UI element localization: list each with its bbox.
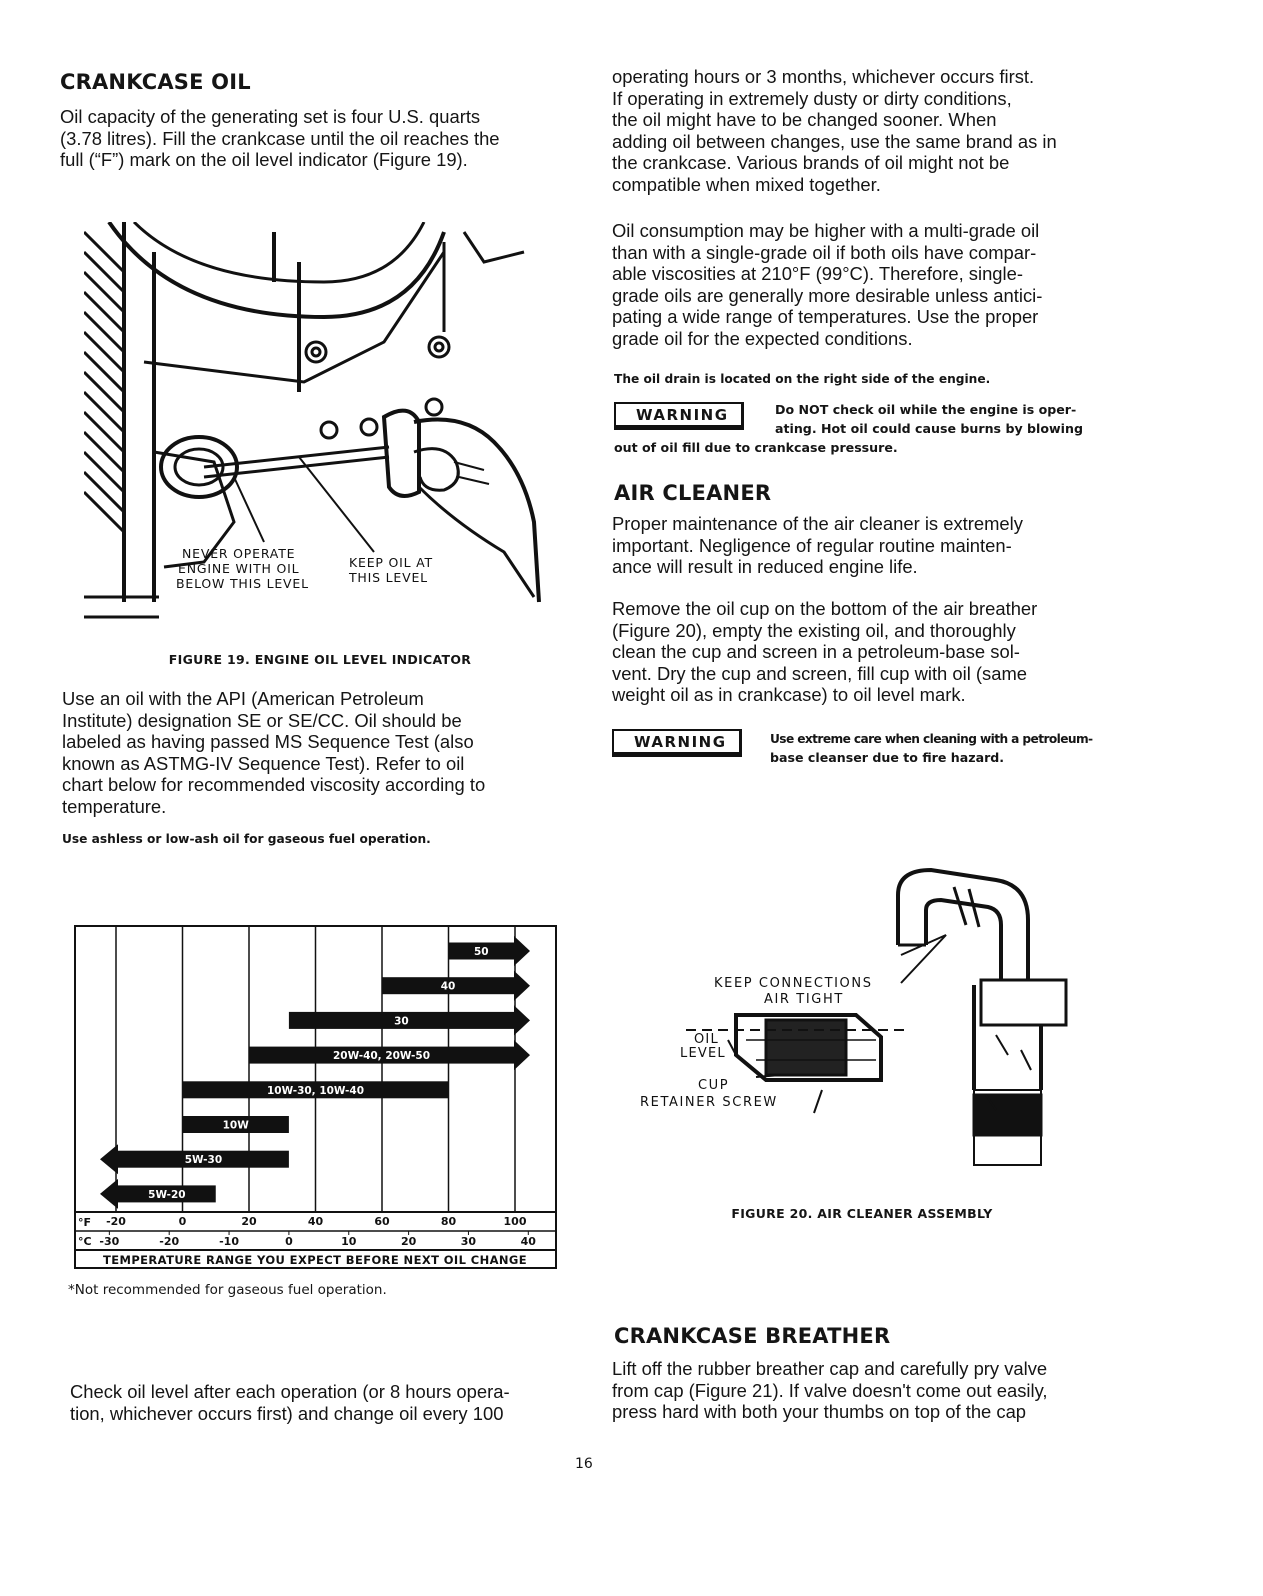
chart-grid [116, 927, 515, 1212]
page-number: 16 [575, 1456, 593, 1472]
text-line: important. Negligence of regular routine mainten- [612, 534, 1012, 556]
text-line: Proper maintenance of the air cleaner is extremely [612, 513, 1023, 534]
f-tick-label: 0 [178, 1215, 187, 1228]
figure19-keep-label-2: THIS LEVEL [349, 570, 428, 585]
chart-bar-label: 10W-30, 10W-40 [266, 1084, 365, 1097]
text-line: Lift off the rubber breather cap and carefully pry valve [612, 1358, 1048, 1379]
chart-bar-arrow-right [514, 1005, 530, 1035]
c-tick-label: 0 [285, 1235, 293, 1248]
text-line: grade oil for the expected conditions. [612, 327, 913, 349]
text-line: operating hours or 3 months, whichever occurs first. [612, 66, 1035, 87]
text-line: clean the cup and screen in a petroleum-base sol- [612, 641, 1020, 663]
text-line: the crankcase. Various brands of oil might not be [612, 152, 1010, 174]
chart-bar-arrow-right [514, 971, 530, 1001]
chart-bar-label: 40 [440, 980, 456, 993]
text-line: tion, whichever occurs first) and change oil every 100 [70, 1402, 504, 1424]
oil-change-paragraph [612, 66, 1122, 196]
chart-bar-label: 20W-40, 20W-50 [332, 1050, 431, 1063]
f-unit-label: °F [78, 1216, 92, 1229]
f-tick-label: 100 [503, 1215, 527, 1228]
crankcase-breather-heading: CRANKCASE BREATHER [614, 1324, 891, 1348]
text-line: If operating in extremely dusty or dirty conditions, [612, 87, 1012, 109]
crankcase-breather-paragraph [612, 1358, 1122, 1423]
chart-bar-arrow-left [100, 1144, 118, 1174]
text-line: Remove the oil cup on the bottom of the air breather [612, 598, 1038, 619]
text-line: Oil consumption may be higher with a multi-grade oil [612, 220, 1040, 241]
text-line: Oil capacity of the generating set is four U.S. quarts [60, 106, 481, 127]
text-line: Use an oil with the API (American Petroleum [62, 688, 424, 709]
chart-bar-label: 10W [222, 1119, 249, 1132]
figure19-never-label-2: ENGINE WITH OIL [178, 561, 300, 576]
text-line: able viscosities at 210°F (99°C). Therefore, single- [612, 263, 1023, 285]
figure19-never-label-1: NEVER OPERATE [182, 546, 296, 561]
chart-xlabel: TEMPERATURE RANGE YOU EXPECT BEFORE NEXT OIL CHANGE [102, 1253, 528, 1267]
figure20-oil-label-1: OIL [694, 1032, 719, 1047]
crankcase-oil-heading: CRANKCASE OIL [60, 70, 251, 94]
figure19-caption: FIGURE 19. ENGINE OIL LEVEL INDICATOR [168, 652, 472, 667]
figure20-oil-label-2: LEVEL [680, 1046, 726, 1061]
warning-badge: WARNING [614, 402, 744, 430]
text-line: than with a single-grade oil if both oils have compar- [612, 241, 1037, 263]
figure20-keep-label-1: KEEP CONNECTIONS [714, 976, 873, 991]
gaseous-footnote: *Not recommended for gaseous fuel operation. [68, 1282, 387, 1298]
figure20-screw-label: RETAINER SCREW [640, 1095, 778, 1110]
text-line: temperature. [62, 795, 167, 817]
warning2-line2: base cleanser due to fire hazard. [770, 750, 1005, 765]
text-line: pating a wide range of temperatures. Use the proper [612, 306, 1039, 328]
figure19-never-label-3: BELOW THIS LEVEL [176, 576, 309, 591]
text-line: full (“F”) mark on the oil level indicator (Figure 19). [60, 149, 468, 171]
c-tick-label: -30 [99, 1235, 120, 1248]
oil-viscosity-chart [74, 925, 558, 1270]
figure20-cup-label: CUP [698, 1078, 730, 1093]
text-line: from cap (Figure 21). If valve doesn't come out easily, [612, 1379, 1048, 1401]
chart-bar-arrow-right [514, 936, 530, 966]
text-line: known as ASTMG-IV Sequence Test). Refer to oil [62, 752, 465, 774]
f-tick-label: 20 [241, 1215, 257, 1228]
c-tick-label: -10 [219, 1235, 239, 1248]
warning-badge: WARNING [612, 729, 742, 757]
chart-bar-arrow-left [100, 1179, 118, 1209]
air-cleaner-paragraph-2 [612, 598, 1122, 706]
text-line: (Figure 20), empty the existing oil, and thoroughly [612, 619, 1016, 641]
figure20-caption: FIGURE 20. AIR CLEANER ASSEMBLY [731, 1206, 993, 1221]
text-line: compatible when mixed together. [612, 173, 881, 195]
warning2-line1: Use extreme care when cleaning with a petroleum- [770, 732, 1093, 746]
text-line: chart below for recommended viscosity according to [62, 774, 486, 796]
text-line: weight oil as in crankcase) to oil level mark. [612, 684, 966, 706]
chart-bar-label: 5W-20 [148, 1188, 186, 1201]
f-tick-label: 60 [374, 1215, 390, 1228]
text-line: labeled as having passed MS Sequence Test (also [62, 731, 474, 753]
oil-level-indicator-illustration [84, 222, 544, 627]
text-line: Institute) designation SE or SE/CC. Oil should be [62, 709, 462, 731]
air-cleaner-heading: AIR CLEANER [614, 481, 772, 505]
check-oil-paragraph [70, 1381, 570, 1424]
text-line: ance will result in reduced engine life. [612, 556, 918, 578]
c-tick-label: 10 [341, 1235, 357, 1248]
text-line: the oil might have to be changed sooner. When [612, 109, 997, 131]
air-cleaner-paragraph-1 [612, 513, 1122, 578]
f-tick-label: -20 [106, 1215, 126, 1228]
text-line: Check oil level after each operation (or 8 hours opera- [70, 1381, 510, 1402]
figure19-keep-label-1: KEEP OIL AT [349, 555, 433, 570]
figure20-keep-label-2: AIR TIGHT [764, 992, 844, 1007]
chart-bar-label: 30 [394, 1015, 409, 1028]
c-tick-label: 30 [460, 1235, 477, 1248]
c-tick-label: 40 [520, 1235, 536, 1248]
c-tick-label: 20 [400, 1235, 417, 1248]
text-line: press hard with both your thumbs on top of the cap [612, 1401, 1027, 1423]
oil-drain-note: The oil drain is located on the right side of the engine. [614, 372, 991, 386]
warning1-line2: ating. Hot oil could cause burns by blowing [775, 421, 1083, 436]
air-cleaner-assembly-illustration [636, 865, 1076, 1170]
text-line: (3.78 litres). Fill the crankcase until the oil reaches the [60, 127, 500, 149]
text-line: grade oils are generally more desirable unless antici- [612, 284, 1043, 306]
chart-bar-label: 5W-30 [184, 1154, 223, 1167]
c-tick-label: -20 [159, 1235, 180, 1248]
api-paragraph [62, 688, 562, 818]
text-line: adding oil between changes, use the same brand as in [612, 130, 1057, 152]
oil-consumption-paragraph [612, 220, 1122, 350]
text-line: vent. Dry the cup and screen, fill cup with oil (same [612, 662, 1027, 684]
crankcase-oil-intro [60, 106, 560, 171]
c-unit-label: °C [78, 1235, 92, 1248]
chart-bar-label: 50 [473, 946, 489, 958]
f-tick-label: 80 [440, 1215, 457, 1228]
warning1-line1: Do NOT check oil while the engine is oper- [775, 402, 1077, 417]
chart-bar-arrow-right [514, 1040, 530, 1070]
ashless-note: Use ashless or low-ash oil for gaseous fuel operation. [62, 832, 431, 846]
warning1-line3: out of oil fill due to crankcase pressure. [614, 440, 898, 455]
f-tick-label: 40 [307, 1215, 324, 1228]
